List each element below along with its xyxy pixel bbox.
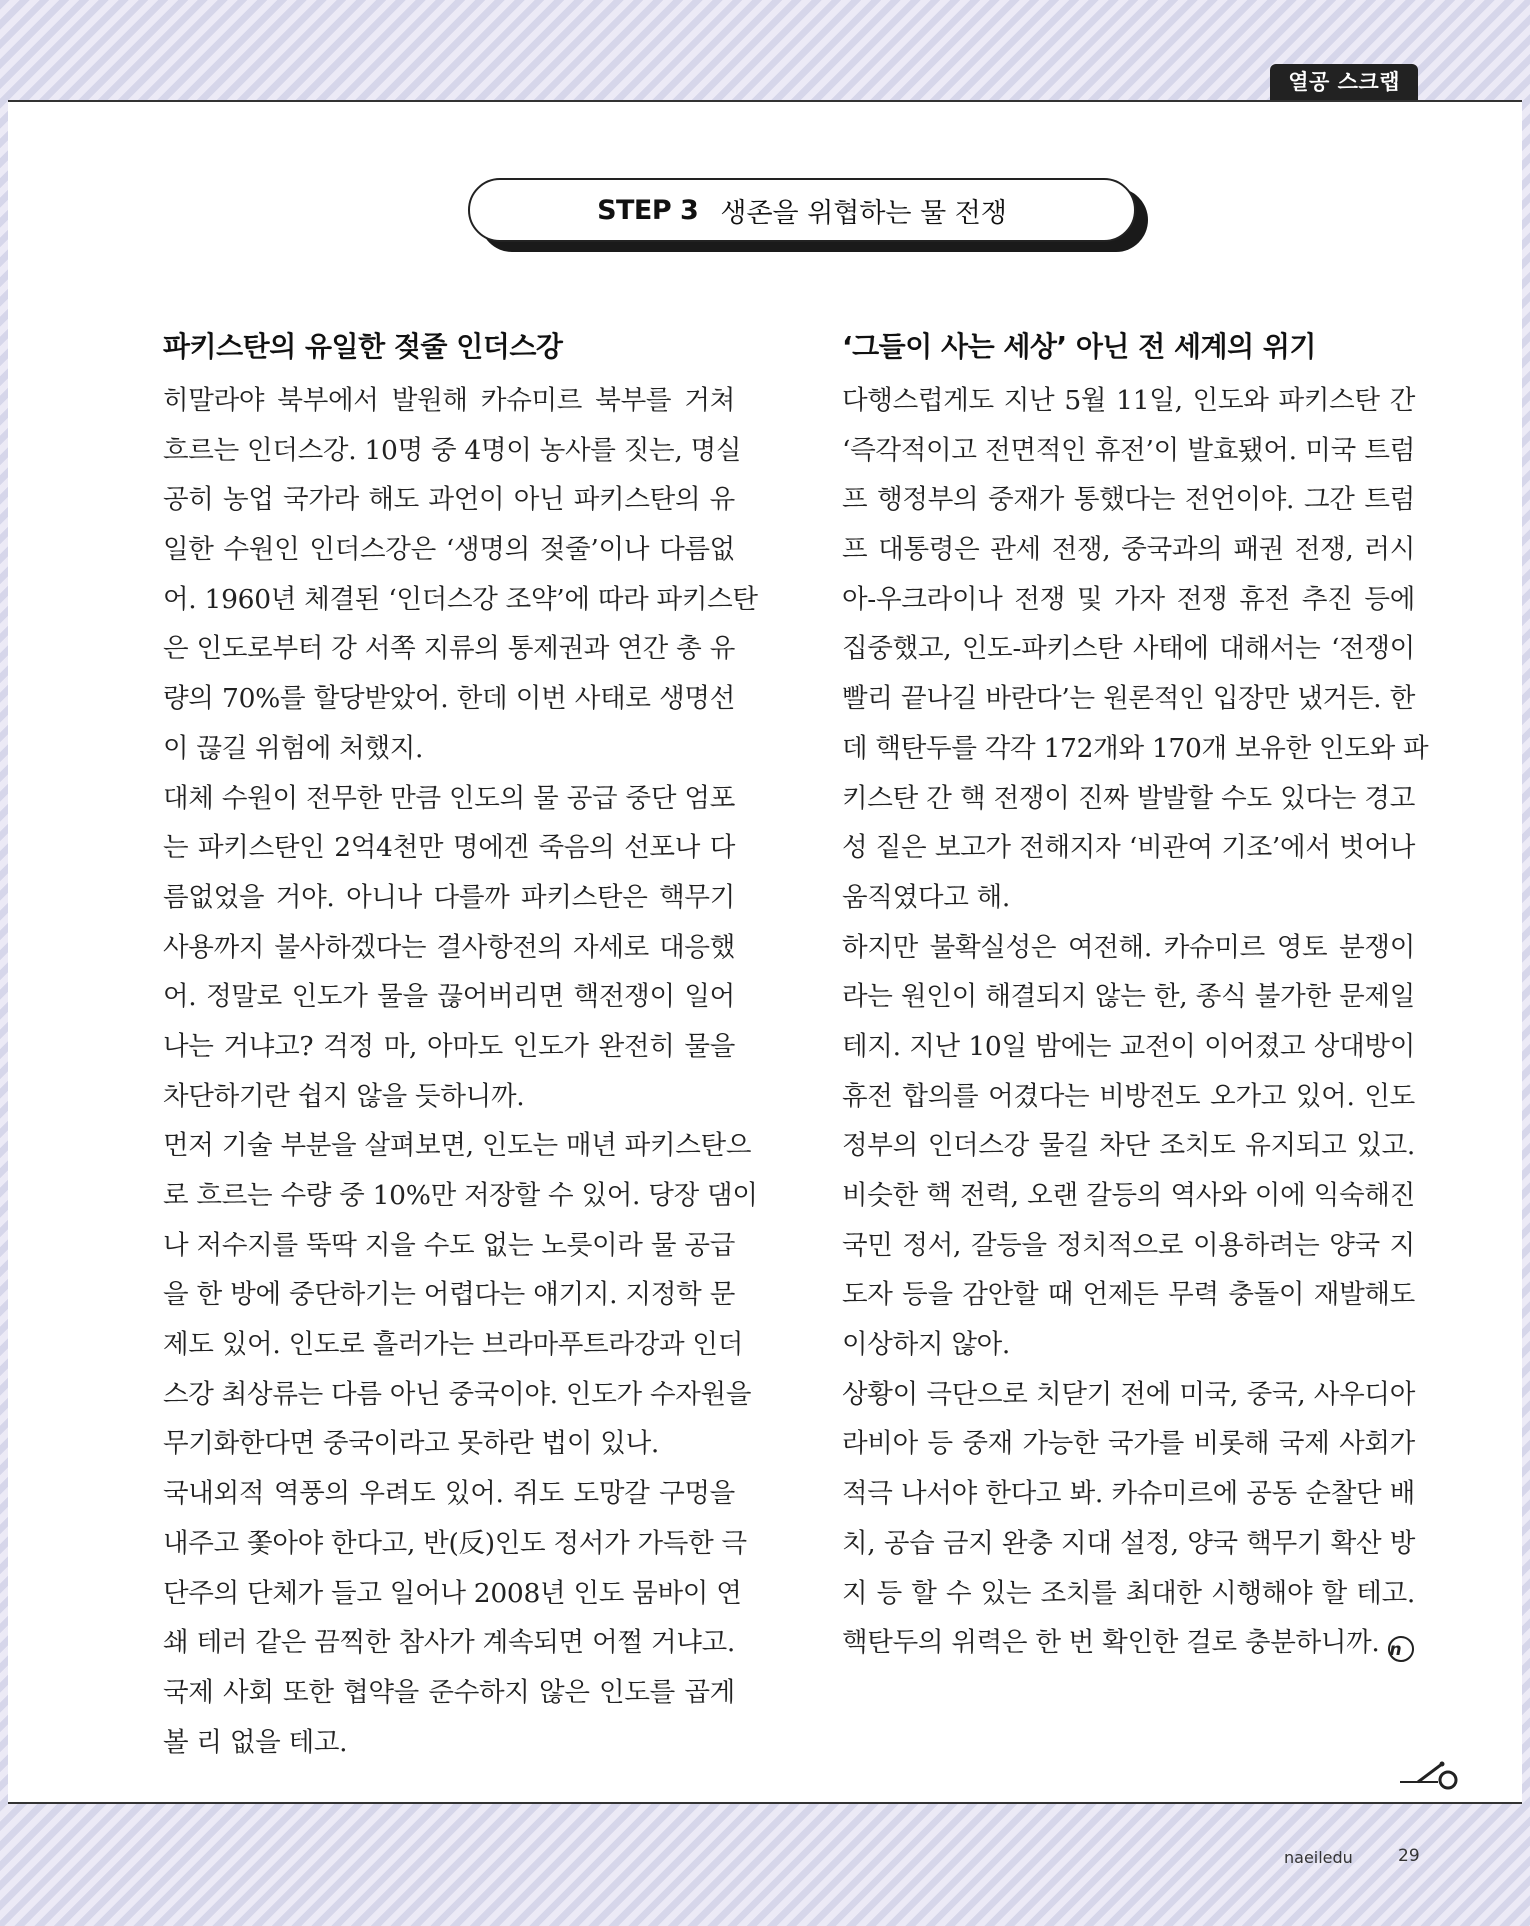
text-line: 키스탄 간 핵 전쟁이 진짜 발발할 수도 있다는 경고 [842,782,1415,814]
text-line: 나는 거냐고? 걱정 마, 아마도 인도가 완전히 물을 [163,1030,735,1062]
text-line: ‘즉각적이고 전면적인 휴전’이 발효됐어. 미국 트럼 [842,434,1415,466]
left-paragraph-1 [163,376,758,774]
right-column-heading: ‘그들이 사는 세상’ 아닌 전 세계의 위기 [842,330,1316,363]
text-line: 빨리 끝나길 바란다’는 원론적인 입장만 냈거든. 한 [842,683,1415,715]
step-label: STEP 3 [597,194,699,226]
text-line: 프 대통령은 관세 전쟁, 중국과의 패권 전쟁, 러시 [842,534,1415,566]
text-line: 데 핵탄두를 각각 172개와 170개 보유한 인도와 파 [842,732,1429,764]
text-line: 라는 원인이 해결되지 않는 한, 종식 불가한 문제일 [842,981,1415,1013]
text-line: 프 행정부의 중재가 통했다는 전언이야. 그간 트럼 [842,484,1415,516]
text-line: 비슷한 핵 전력, 오랜 갈등의 역사와 이에 익숙해진 [842,1180,1415,1211]
text-line: 흐르는 인더스강. 10명 중 4명이 농사를 짓는, 명실 [163,434,742,466]
text-line: 나 저수지를 뚝딱 지을 수도 없는 노릇이라 물 공급 [163,1229,735,1261]
text-line: 국제 사회 또한 협약을 준수하지 않은 인도를 곱게 [163,1676,735,1708]
end-mark-icon: n [1388,1636,1414,1662]
text-line: 하지만 불확실성은 여전해. 카슈미르 영토 분쟁이 [842,931,1415,963]
right-paragraph-1 [842,376,1429,923]
text-line: 적극 나서야 한다고 봐. 카슈미르에 공동 순찰단 배 [842,1478,1415,1510]
text-line: 치, 공습 금지 완충 지대 설정, 양국 핵무기 확산 방 [842,1527,1415,1559]
left-paragraph-2 [163,774,735,1122]
text-line: 집중했고, 인도-파키스탄 사태에 대해서는 ‘전쟁이 [842,633,1415,665]
text-line: 쇄 테러 같은 끔찍한 참사가 계속되면 어쩔 거냐고. [163,1627,735,1659]
footer-brand: naeiledu [1284,1848,1353,1867]
text-line: 국민 정서, 갈등을 정치적으로 이용하려는 양국 지 [842,1229,1415,1261]
step-banner [468,178,1136,242]
text-line: 볼 리 없을 테고. [163,1726,348,1758]
text-line: 제도 있어. 인도로 흘러가는 브라마푸트라강과 인더 [163,1329,744,1361]
text-line: 무기화한다면 중국이라고 못하란 법이 있나. [163,1428,659,1460]
text-line: 사용까지 불사하겠다는 결사항전의 자세로 대응했 [163,931,735,963]
text-line: 어. 정말로 인도가 물을 끊어버리면 핵전쟁이 일어 [163,981,735,1013]
text-line-content: 핵탄두의 위력은 한 번 확인한 걸로 충분하니까. [842,1627,1380,1659]
section-tab: 열공 스크랩 [1270,64,1418,100]
scissors-icon [1398,1758,1462,1794]
text-line: 단주의 단체가 들고 일어나 2008년 인도 뭄바이 연 [163,1577,742,1609]
text-line: 테지. 지난 10일 밤에는 교전이 이어졌고 상대방이 [842,1030,1415,1062]
text-line: 국내외적 역풍의 우려도 있어. 쥐도 도망갈 구멍을 [163,1478,735,1510]
text-line: 지 등 할 수 있는 조치를 최대한 시행해야 할 테고. [842,1577,1415,1609]
text-line: 차단하기란 쉽지 않을 듯하니까. [163,1080,525,1112]
right-paragraph-2 [842,923,1415,1370]
text-line: 움직였다고 해. [842,881,1011,913]
text-line: 공히 농업 국가라 해도 과언이 아닌 파키스탄의 유 [163,484,735,516]
left-column-heading: 파키스탄의 유일한 젖줄 인더스강 [163,330,563,363]
left-paragraph-3 [163,1121,758,1469]
text-line: 이상하지 않아. [842,1329,1011,1361]
text-line: 스강 최상류는 다름 아닌 중국이야. 인도가 수자원을 [163,1378,752,1410]
text-line: 상황이 극단으로 치닫기 전에 미국, 중국, 사우디아 [842,1378,1415,1410]
text-line [842,1618,1415,1668]
text-line: 일한 수원인 인더스강은 ‘생명의 젖줄’이나 다름없 [163,534,735,566]
text-line: 라비아 등 중재 가능한 국가를 비롯해 국제 사회가 [842,1428,1415,1460]
step-title: 생존을 위협하는 물 전쟁 [720,197,1007,229]
text-line: 휴전 합의를 어겼다는 비방전도 오가고 있어. 인도 [842,1080,1415,1112]
text-line: 내주고 쫓아야 한다고, 반(反)인도 정서가 가득한 극 [163,1527,747,1559]
text-line: 어. 1960년 체결된 ‘인더스강 조약’에 따라 파키스탄 [163,583,758,615]
text-line: 는 파키스탄인 2억4천만 명에겐 죽음의 선포나 다 [163,832,735,864]
right-paragraph-3 [842,1370,1415,1668]
text-line: 도자 등을 감안할 때 언제든 무력 충돌이 재발해도 [842,1279,1415,1311]
text-line: 다행스럽게도 지난 5월 11일, 인도와 파키스탄 간 [842,385,1415,416]
text-line: 로 흐르는 수량 중 10%만 저장할 수 있어. 당장 댐이 [163,1180,758,1211]
text-line: 아-우크라이나 전쟁 및 가자 전쟁 휴전 추진 등에 [842,583,1415,615]
text-line: 량의 70%를 할당받았어. 한데 이번 사태로 생명선 [163,683,735,715]
text-line: 이 끊길 위험에 처했지. [163,732,424,764]
text-line: 은 인도로부터 강 서쪽 지류의 통제권과 연간 총 유 [163,633,735,665]
left-paragraph-4 [163,1469,747,1767]
text-line: 정부의 인더스강 물길 차단 조치도 유지되고 있고. [842,1130,1415,1162]
text-line: 먼저 기술 부분을 살펴보면, 인도는 매년 파키스탄으 [163,1130,752,1162]
text-line: 대체 수원이 전무한 만큼 인도의 물 공급 중단 엄포 [163,782,735,814]
text-line: 름없었을 거야. 아니나 다를까 파키스탄은 핵무기 [163,881,735,913]
text-line: 히말라야 북부에서 발원해 카슈미르 북부를 거쳐 [163,385,735,416]
text-line: 성 짙은 보고가 전해지자 ‘비관여 기조’에서 벗어나 [842,832,1415,864]
page-number: 29 [1398,1846,1420,1866]
text-line: 을 한 방에 중단하기는 어렵다는 얘기지. 지정학 문 [163,1279,735,1311]
left-column [163,318,758,1767]
right-column [842,318,1429,1668]
